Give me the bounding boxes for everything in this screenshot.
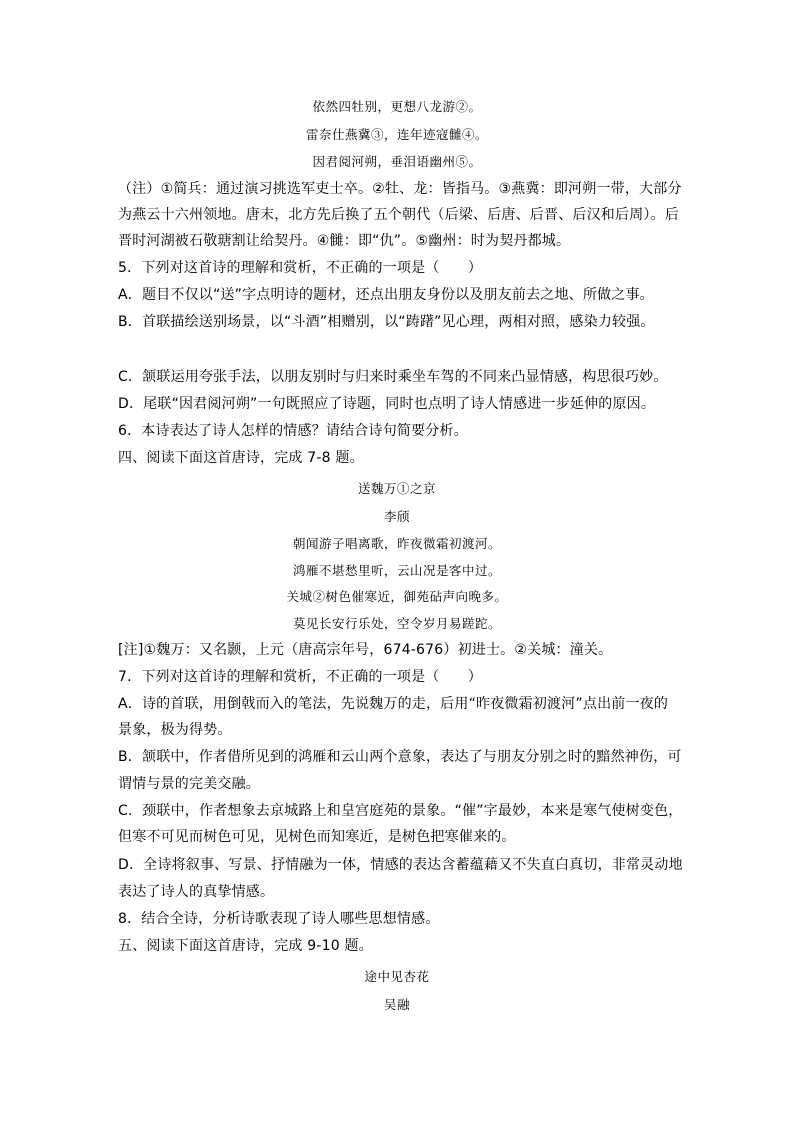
poem2-author: 李颀 [383, 509, 410, 524]
question-7-option-d-line-1: D．全诗将叙事、写景、抒情融为一体，情感的表达含蓄蕴藉又不失直白真切，非常灵动地 [118, 857, 683, 873]
question-5-option-d: D．尾联“因君阅河朔”一句既照应了诗题，同时也点明了诗人情感进一步延伸的原因。 [118, 396, 656, 412]
poem2-title: 送魏万①之京 [357, 481, 436, 496]
poem3-title: 途中见杏花 [364, 969, 430, 984]
question-7-option-c-line-2: 但寒不可见而树色可见，见树色而知寒近，是树色把寒催来的。 [118, 829, 516, 845]
question-5-option-a: A．题目不仅以“送”字点明诗的题材，还点出朋友身份以及朋友前去之地、所做之事。 [118, 287, 654, 303]
question-5-option-b: B．首联描绘送别场景，以“斗酒”相赠别，以“踌躇”见心理，两相对照，感染力较强。 [118, 314, 655, 330]
note1-line-3: 晋时河湖被石敬瑭割让给契丹。④雠：即“仇”。⑤幽州：时为契丹都城。 [118, 233, 571, 249]
note2: [注]①魏万：又名颢，上元（唐高宗年号，674-676）初进士。②关城：潼关。 [118, 642, 613, 658]
poem2-line-2: 鸿雁不堪愁里听，云山况是客中过。 [292, 563, 501, 578]
question-7-option-b-line-2: 谓情与景的完美交融。 [118, 776, 260, 792]
poem3-author: 吴融 [383, 997, 410, 1012]
question-7-stem: 7．下列对这首诗的理解和赏析，不正确的一项是（ ） [118, 669, 483, 685]
poem1-line-1: 依然四牡别，更想八龙游②。 [312, 99, 482, 114]
question-7-option-a-line-2: 景象，极为得势。 [118, 722, 232, 738]
question-7-option-b-line-1: B．颔联中，作者借所见到的鸿雁和云山两个意象，表达了与朋友分别之时的黯然神伤，可 [118, 749, 682, 765]
section-5-heading: 五、阅读下面这首唐诗，完成 9-10 题。 [118, 938, 373, 954]
question-6: 6．本诗表达了诗人怎样的情感？请结合诗句简要分析。 [118, 423, 468, 439]
poem2-line-3: 关城②树色催寒近，御苑砧声向晚多。 [286, 589, 508, 604]
section-4-heading: 四、阅读下面这首唐诗，完成 7-8 题。 [118, 450, 364, 466]
poem1-line-2: 雷奈仕燕冀③，连年迹寇雠④。 [305, 127, 488, 142]
question-7-option-c-line-1: C．颈联中，作者想象去京城路上和皇宫庭苑的景象。“催”字最妙，本来是寒气使树变色， [118, 803, 683, 819]
question-7-option-a-line-1: A．诗的首联，用倒戟而入的笔法，先说魏万的走，后用“昨夜微霜初渡河”点出前一夜的 [118, 696, 669, 712]
question-7-option-d-line-2: 表达了诗人的真挚情感。 [118, 884, 275, 900]
poem2-line-4: 莫见长安行乐处，空令岁月易蹉跎。 [292, 616, 501, 631]
question-5-stem: 5．下列对这首诗的理解和赏析，不正确的一项是（ ） [118, 260, 483, 276]
poem2-line-1: 朝闻游子唱离歌，昨夜微霜初渡河。 [292, 536, 501, 551]
poem1-line-3: 因君阅河朔，垂泪语幽州⑤。 [312, 154, 482, 169]
question-5-option-c: C．颔联运用夸张手法，以朋友别时与归来时乘坐车驾的不同来凸显情感，构思很巧妙。 [118, 369, 668, 385]
note1-line-1: （注）①简兵：通过演习挑选军吏士卒。②牡、龙：皆指马。③燕冀：即河朔一带，大部分 [118, 181, 682, 197]
question-8: 8．结合全诗，分析诗歌表现了诗人哪些思想情感。 [118, 911, 440, 927]
note1-line-2: 为燕云十六州领地。唐末，北方先后换了五个朝代（后梁、后唐、后晋、后汉和后周）。后 [118, 207, 679, 223]
